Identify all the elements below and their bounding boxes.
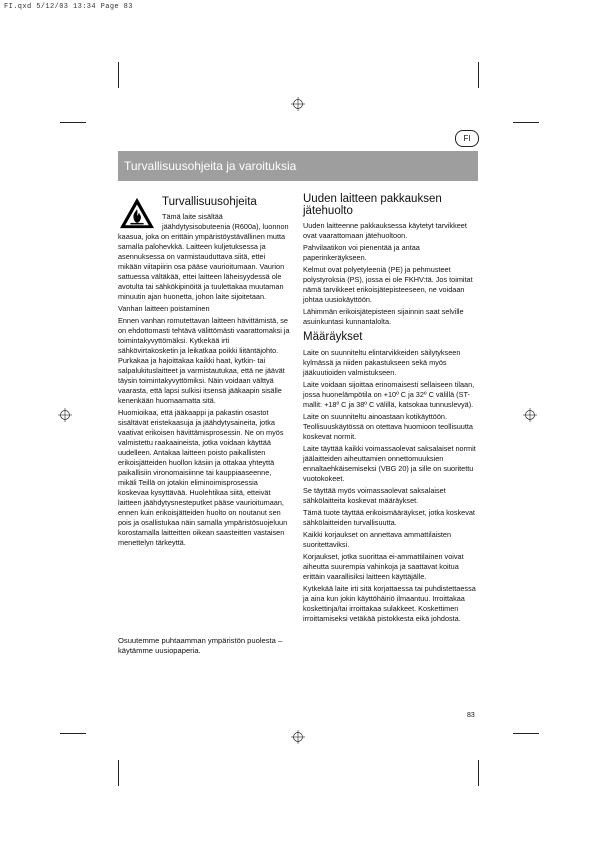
safety-heading: Turvallisuusohjeita (162, 196, 257, 208)
packaging-paragraph: Pahvilaatikon voi pienentää ja antaa paperinkeräykseen. (303, 243, 420, 262)
regulations-paragraph: Kytkekää laite irti sitä korjattaessa tai puhdistettaessa ja aina kun jokin käyttöhäiriö ilmaantuu. Irroittakaa koskettinja/tai irroittakaa sulakkeet. Koskettimen irroittamiseksi vetäkää pistokkesta eikä johdosta. (303, 584, 476, 623)
crop-mark (513, 733, 539, 734)
safety-paragraph: Tämä laite sisältää jäähdytysisobuteenia (R600a), luonnon kaasua, joka on erittäin ympäristöystävällinen mutta samalla palohevkkä. Laitteen kuljetuksessa ja asennuksessa on varmistauduttava siitä, ettei mikään viitapiirin osa pääse vaurioitumaan. Vaurion sattuessa vältäkää, ettei laitteen läheisyydessä ole avotulta tai sähkökipinöitä ja tuulettakaa muutaman minuutin ajan huonetta, johon laite sijoitetaan. (118, 212, 289, 301)
regulations-heading: Määräykset (303, 331, 363, 343)
packaging-paragraph: Lähimmän erikoisjätepisteen sijainnin saat selville asuinkuntasi kunnantalolta. (303, 307, 464, 326)
packaging-paragraph: Uuden laitteenne pakkauksessa käytetyt tarvikkeet ovat vaarattomaan jätehuoltoon. (303, 221, 467, 240)
regulations-paragraph: Laite on suunniteltu elintarvikkeiden säilytykseen kylmässä ja niiden pakastukseen sekä myös jääkuutioiden valmistukseen. (303, 348, 461, 377)
page-number: 83 (467, 712, 475, 719)
right-column (303, 193, 476, 626)
registration-mark-icon (291, 730, 305, 744)
regulations-paragraph: Laite on suunniteltu ainoastaan kotikäyttöön. Teollisuuskäytössä on otettava huomioon teollisuutta koskevat normit. (303, 412, 473, 441)
crop-mark (478, 760, 479, 786)
crop-mark (478, 62, 479, 88)
regulations-paragraph: Laite voidaan sijoittaa erinomaisesti sellaiseen tilaan, jossa huonelämpötila on +10º C ja 32º C välillä (ST-mallit: +18º C ja 38º C välillä, katsokaa tunnuslevyä). (303, 380, 475, 409)
crop-mark (513, 122, 539, 123)
disposal-paragraph: Huomioikaa, että jääkaappi ja pakastin osastot sisältävät eristekaasuja ja jäähdytysaineita, jotka vaativat erikoisen hävittämisprosessin. Ne on myös valmistettu raakaaineista, jotka voidaan käyttää uudelleen. Antakaa laitteen poisto paikallisten erikoisjätteiden huollon käsiin ja ottakaa yhteyttä paikallisiin vironomaisiinne tai kauppiaaseenne, mikäli Teillä on jotakin eliminoimisprosessia koskevaa kysyttävää. Huolehtikaa siitä, etteivät laitteen jäähdytysnesteputket pääse vaurioitumaan, ennen kuin erikoisjätteiden huolto on noutanut sen pois ja osallistukaa näin samalla ympäristösuojeluun korostamalla laitteitten oikean saasteitten vastaisen menettelyn tärkeyttä. (118, 408, 288, 547)
recycled-paper-tagline: Osuutemme puhtaamman ympäristön puolesta – käytämme uusiopaperia. (118, 636, 283, 655)
regulations-paragraph: Tämä tuote täyttää erikoismääräykset, jotka koskevat sähkölaitteiden turvallisuutta. (303, 508, 475, 527)
banner-title: Turvallisuusohjeita ja varoituksia (124, 159, 297, 173)
crop-mark (60, 122, 86, 123)
disposal-subheading: Vanhan laitteen poistaminen (118, 304, 210, 313)
registration-mark-icon (58, 408, 72, 422)
registration-mark-icon (523, 408, 537, 422)
regulations-paragraph: Laite täyttää kaikki voimassaolevat saksalaiset normit jäälaitteiden aiheuttamien onnettomuuksien ennaltaehkäisemiseksi (VBG 20) ja sille on suoritettu vuotokokeet. (303, 444, 476, 483)
flammable-hazard-icon (118, 196, 156, 230)
language-badge: FI (455, 130, 479, 147)
left-column (118, 196, 290, 550)
section-banner (118, 151, 478, 181)
registration-mark-icon (291, 97, 305, 111)
crop-mark (118, 62, 119, 88)
regulations-paragraph: Kaikki korjaukset on annettava ammattilaisten suoritettaviksi. (303, 530, 452, 549)
packaging-heading: Uuden laitteen pakkauksen jätehuolto (303, 193, 442, 217)
print-slug: FI.qxd 5/12/03 13:34 Page 83 (4, 3, 133, 11)
packaging-paragraph: Kelmut ovat polyetyleeniä (PE) ja pehmusteet polystyroksia (PS), jossa ei ole FKHV:tä. Jos toimitat nämä tarvikkeet erikoisjätepisteeseen, ne voidaan johtaa uusiokäyttöön. (303, 265, 473, 304)
crop-mark (118, 760, 119, 786)
crop-mark (60, 733, 86, 734)
regulations-paragraph: Se täyttää myös voimassaolevat saksalaiset sähkölaitteita koskevat määräykset. (303, 486, 446, 505)
regulations-paragraph: Korjaukset, jotka suorittaa ei-ammattilainen voivat aiheutta suurempia vahinkoja ja saattavat koitua erittäin vaarallisiksi laitteen käyttäjälle. (303, 552, 464, 581)
disposal-paragraph: Ennen vanhan romutettavan laitteen hävittämistä, se on ehdottomasti tehtävä välittömästi vaarattomaksi ja toimintakyvyttömäksi. Kytkekää irti sähkövirtakosketin ja leikatkaa poikki liitäntäjohto. Purkakaa ja hajoittakaa kaikki haat, kytkin- tai salpalukituslaitteet ja varmistautukaa, että ne jäävät täysin toimintakyvyttömiksi. Näin voidaan välttyä vaarasta, että lapsi sulkisi itsensä jääkaapin sisälle kenenkään huomaamatta sitä. (118, 316, 290, 405)
